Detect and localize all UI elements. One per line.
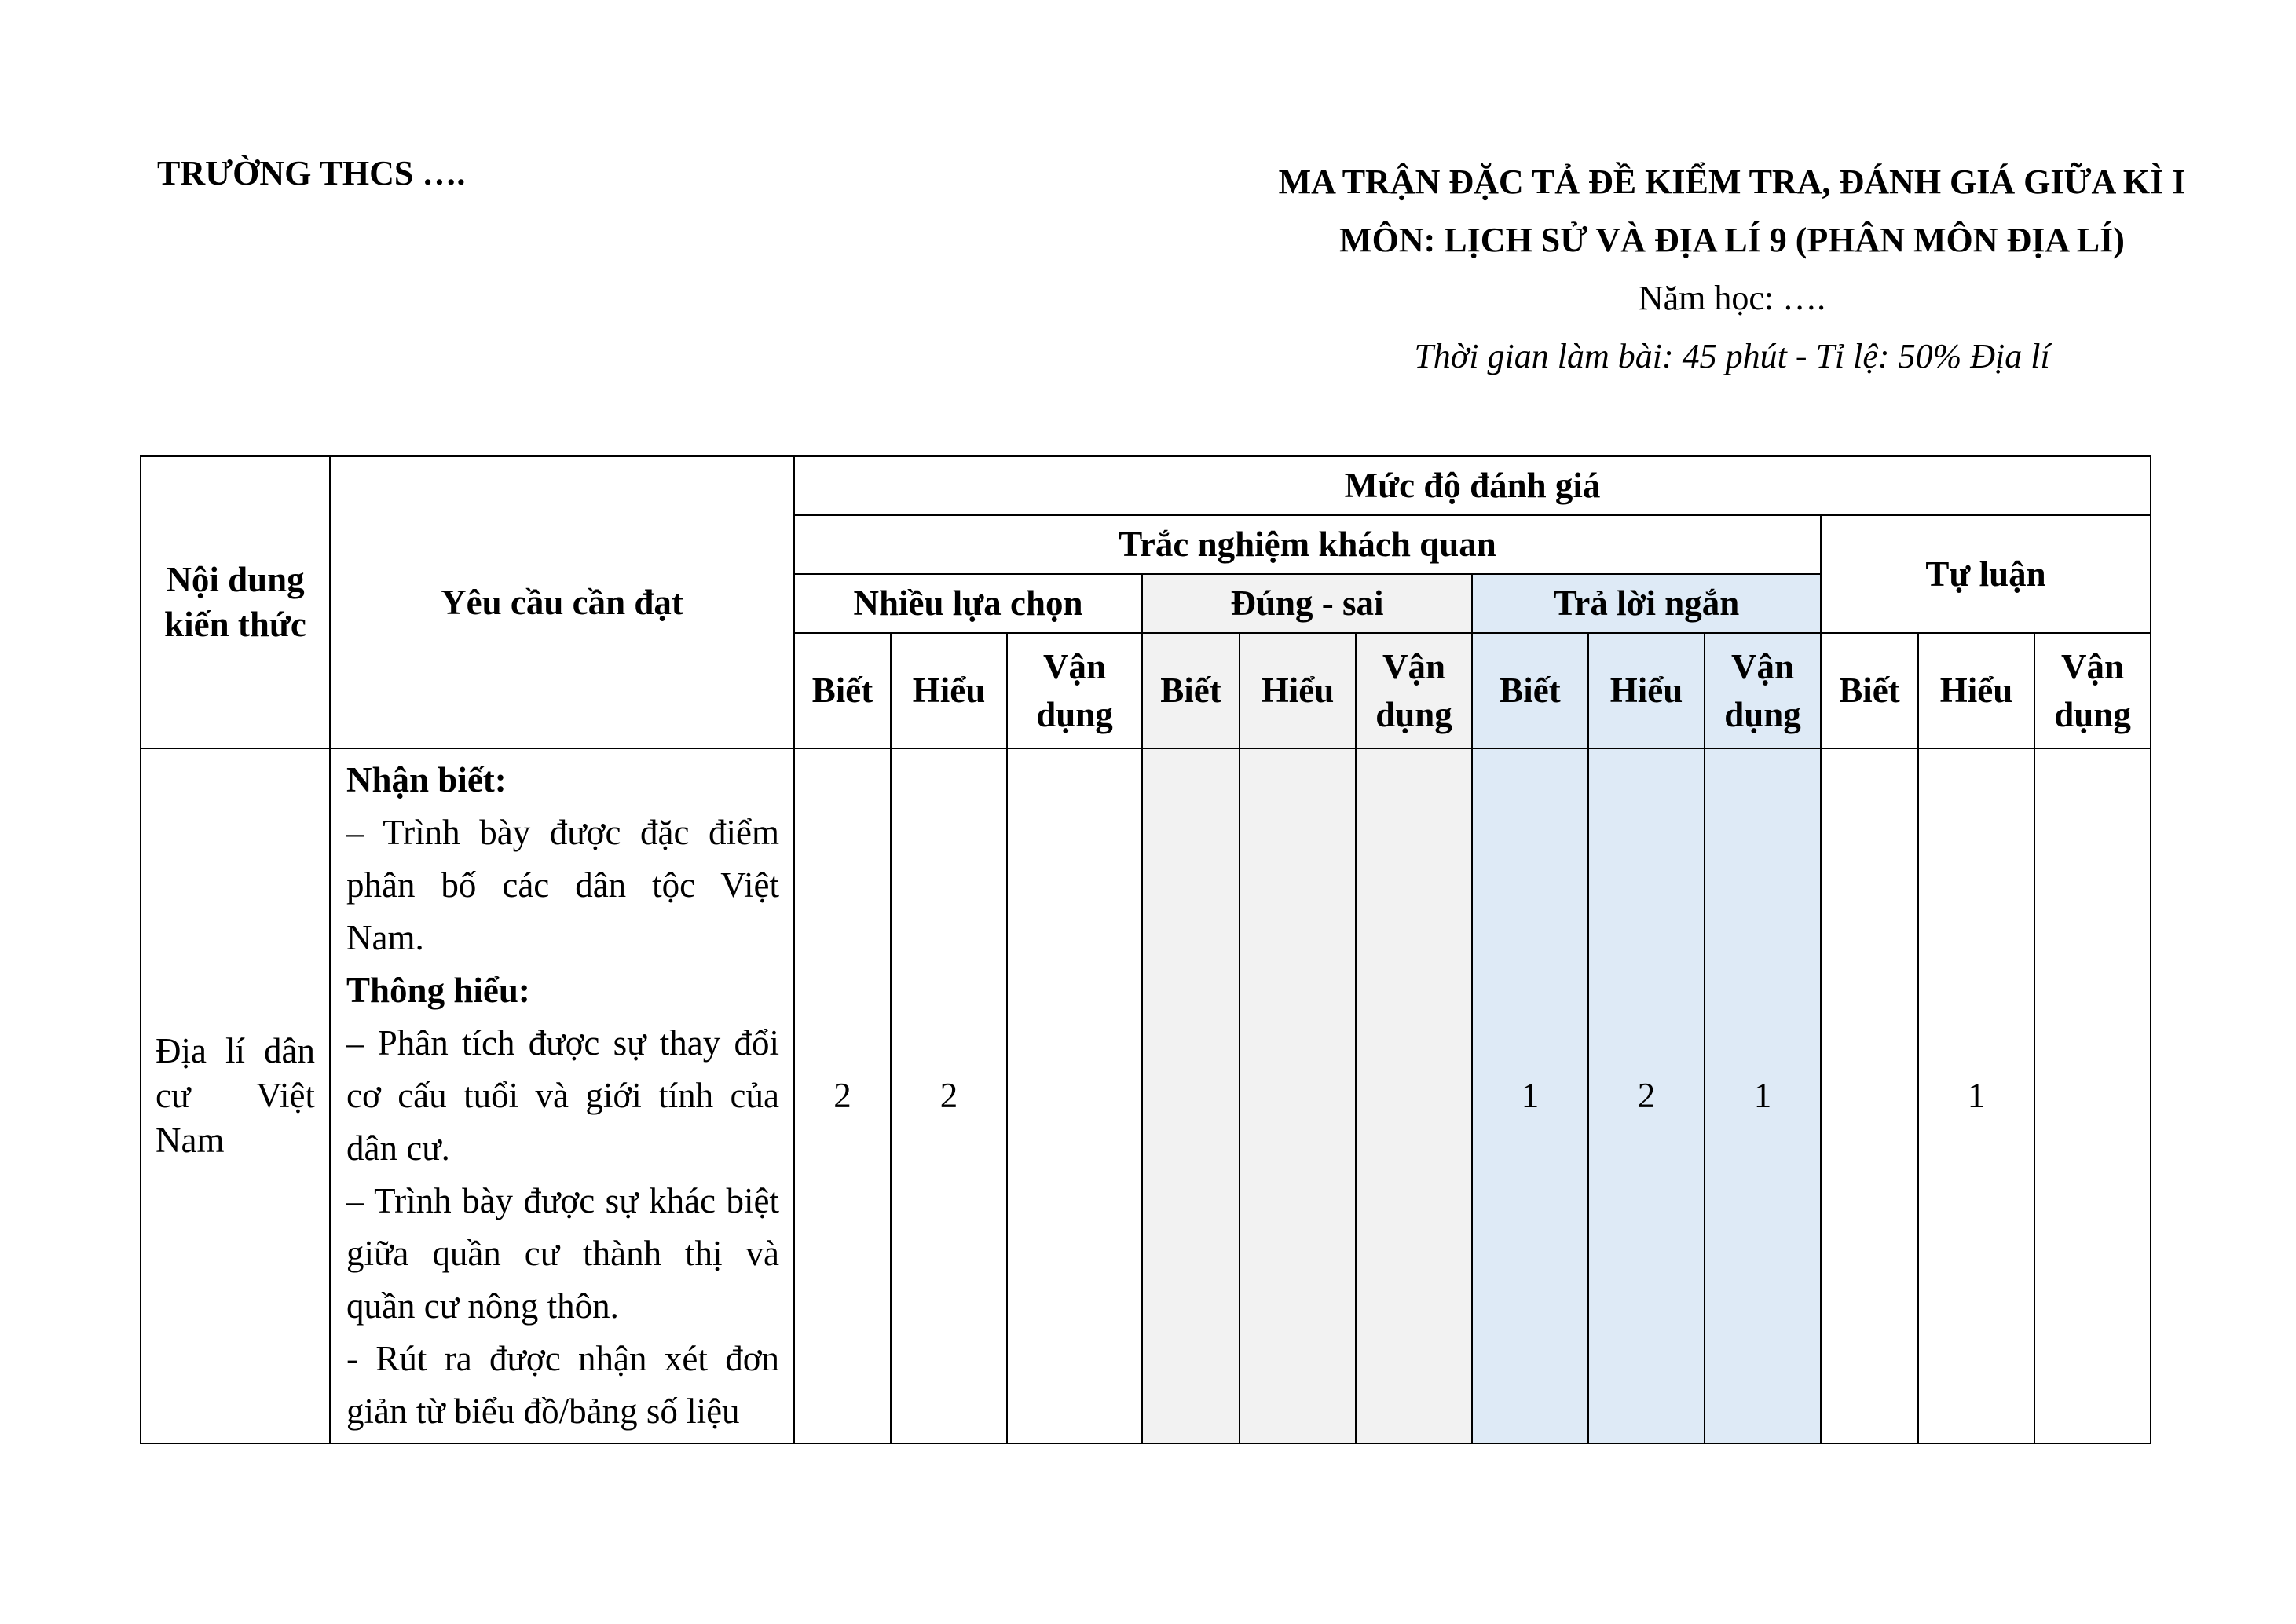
group-short-answer: Trả lời ngắn <box>1472 574 1821 633</box>
tf-know-count <box>1142 748 1240 1443</box>
document-header <box>1202 153 2262 386</box>
exam-time: Thời gian làm bài: 45 phút - Tỉ lệ: 50% Địa lí <box>1414 337 2050 375</box>
tf-know-header: Biết <box>1142 633 1240 748</box>
sa-apply-header: Vận dụng <box>1705 633 1821 748</box>
requirement-cell <box>330 748 794 1443</box>
sa-apply-count: 1 <box>1705 748 1821 1443</box>
sa-know-header: Biết <box>1472 633 1588 748</box>
understand-heading: Thông hiểu: <box>346 971 530 1010</box>
objective-header: Trắc nghiệm khách quan <box>794 515 1821 574</box>
document-title: MA TRẬN ĐẶC TẢ ĐỀ KIỂM TRA, ĐÁNH GIÁ GIỮA KÌ I <box>1278 163 2186 201</box>
essay-understand-header: Hiểu <box>1918 633 2034 748</box>
requirement-item: – Trình bày được sự khác biệt giữa quần cư thành thị và quần cư nông thôn. <box>346 1181 779 1326</box>
mc-understand-count: 2 <box>891 748 1007 1443</box>
tf-understand-count <box>1240 748 1356 1443</box>
know-heading: Nhận biết: <box>346 760 507 799</box>
group-multiple-choice: Nhiều lựa chọn <box>794 574 1142 633</box>
sa-know-count: 1 <box>1472 748 1588 1443</box>
essay-header: Tự luận <box>1821 515 2151 633</box>
group-true-false: Đúng - sai <box>1142 574 1472 633</box>
topic-cell: Địa lí dân cư Việt Nam <box>141 748 330 1443</box>
essay-understand-count: 1 <box>1918 748 2034 1443</box>
assessment-matrix-table <box>140 455 2151 1444</box>
requirement-item: – Trình bày được đặc điểm phân bố các dân tộc Việt Nam. <box>346 813 779 957</box>
subject-title: MÔN: LỊCH SỬ VÀ ĐỊA LÍ 9 (PHÂN MÔN ĐỊA LÍ) <box>1339 221 2125 259</box>
table-row <box>141 748 2151 1443</box>
mc-apply-count <box>1007 748 1142 1443</box>
essay-know-count <box>1821 748 1918 1443</box>
school-name: TRƯỜNG THCS …. <box>157 154 466 192</box>
requirement-item: - Rút ra được nhận xét đơn giản từ biểu đồ/bảng số liệu <box>346 1339 779 1431</box>
col-requirement-header: Yêu cầu cần đạt <box>330 456 794 748</box>
essay-know-header: Biết <box>1821 633 1918 748</box>
mc-understand-header: Hiểu <box>891 633 1007 748</box>
col-content-header: Nội dung kiến thức <box>141 456 330 748</box>
sa-understand-header: Hiểu <box>1588 633 1705 748</box>
essay-apply-count <box>2034 748 2151 1443</box>
tf-apply-header: Vận dụng <box>1356 633 1472 748</box>
level-header: Mức độ đánh giá <box>794 456 2151 515</box>
school-year: Năm học: …. <box>1638 279 1826 317</box>
sa-understand-count: 2 <box>1588 748 1705 1443</box>
mc-know-header: Biết <box>794 633 891 748</box>
mc-know-count: 2 <box>794 748 891 1443</box>
tf-understand-header: Hiểu <box>1240 633 1356 748</box>
tf-apply-count <box>1356 748 1472 1443</box>
mc-apply-header: Vận dụng <box>1007 633 1142 748</box>
essay-apply-header: Vận dụng <box>2034 633 2151 748</box>
requirement-item: – Phân tích được sự thay đổi cơ cấu tuổi và giới tính của dân cư. <box>346 1023 779 1168</box>
